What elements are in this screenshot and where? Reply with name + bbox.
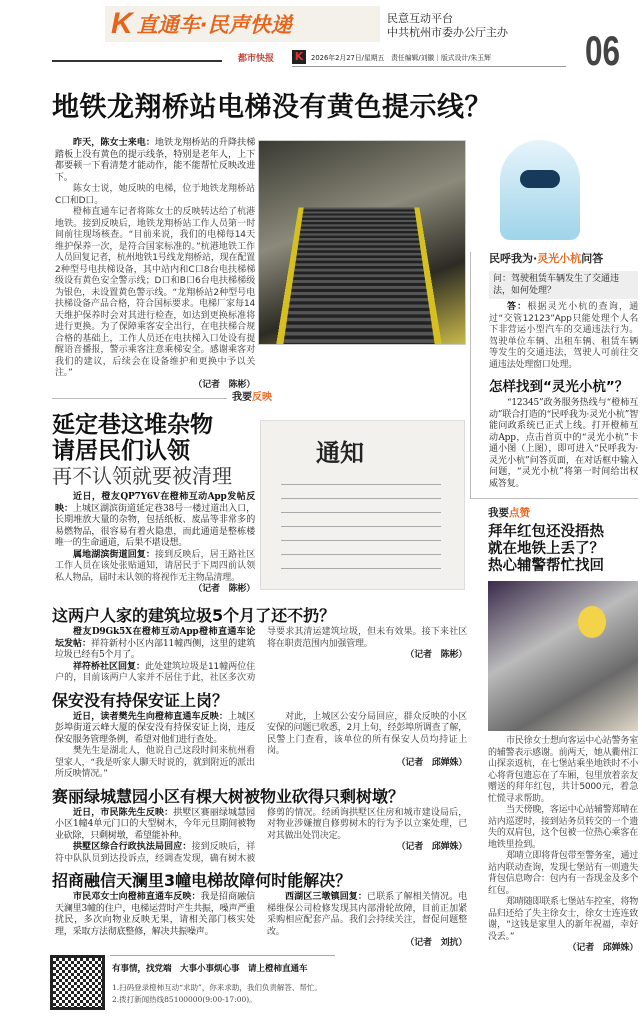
subtitle: 再不认领就要被清理: [52, 464, 232, 488]
byline: （记者 邱婵姝）: [396, 842, 467, 852]
qa-prefix: 民呼我为·: [489, 252, 538, 265]
lead-text: 地铁龙翔桥站的升降扶梯踏板上没有黄色的提示线条，特别是老年人，上下都要顿一下看清楚才能动作，能不能帮忙反映改进下。: [55, 138, 255, 183]
divider: [292, 66, 566, 67]
reply-text: 此处建筑垃圾是11幢两位住户的，目前该两户人家并不居住于此，社区多次劝导要求其清运建筑垃圾，但未有效果。接下来社区将在职责范围内加强管理。: [55, 627, 467, 683]
lead-who: 近日，读者樊先生向橙柿直通车反映：: [73, 711, 228, 722]
handover-photo: [488, 581, 638, 731]
article1-body: [55, 138, 255, 391]
reply-text: 接到反映后，居王路社区工作人员在该处张贴通知，请居民于下周四前认领私人物品，届时未认领的将视作无主物品清理。: [55, 549, 255, 583]
label-highlight: 反映: [252, 392, 272, 403]
praise-section-label: [488, 507, 638, 520]
article5-body: [55, 808, 467, 866]
masthead-logo: [105, 6, 380, 42]
how-title: 怎样找到“灵光小杭”？: [489, 379, 629, 395]
lead-text: 上城区彭埠街道云峰大厦的保安没有持保安证上岗，违反保安服务管理条例，希望对他们进行查处。: [55, 711, 255, 745]
paragraph: 对此，上城区公安分局回应，群众反映的小区安保的问题已收悉，2月上旬，经彭埠所调查了解，民警上门查看，该单位的所有保安人员均持证上岗。: [267, 711, 467, 756]
byline: （记者 陈彬）: [193, 379, 255, 390]
footer-slogan: 有事情，找党端 大事小事烦心事 请上橙柿直通车: [112, 964, 308, 974]
paragraph: 陈女士说，她反映的电梯，位于地铁龙翔桥站C口和D口。: [55, 184, 255, 206]
lead-text: 上城区湖滨街道延定巷38号一楼过道出入口，长期堆放大量的杂物，包括纸板、废品等非常多的易燃物品，很容易有着火隐患，而此通道是整栋楼唯一的生命通道，后果不堪设想。: [55, 503, 255, 548]
article6-title: 招商融信天澜里3幢电梯故障何时能解决？: [52, 871, 352, 890]
reply-who: 拱墅区综合行政执法局回应：: [73, 842, 192, 852]
notice-text-lines: [281, 476, 441, 576]
smiley-face-icon: [578, 606, 606, 638]
answer-label: 答：: [507, 302, 528, 312]
reply-text: 已联系了解相关情况。电梯维保公司检修发现其内部滑轮故障，目前正加紧采购相应配套产品。我们会持续关注，督促问题整改。: [267, 892, 467, 937]
byline: （记者 邱婵姝）: [567, 943, 638, 953]
article1-title: 地铁龙翔桥站电梯没有黄色提示线？: [52, 92, 492, 123]
question: 问：驾驶租赁车辆发生了交通违法，如何处理？: [489, 271, 638, 299]
title-line: 就在地铁上丢了？: [488, 541, 604, 557]
reply-who: 西湖区三墩镇回复：: [285, 892, 368, 902]
byline: （记者 刘抗）: [405, 938, 467, 948]
escalator-photo: [258, 140, 466, 345]
page-number: 06: [585, 27, 621, 74]
article7-title: [488, 524, 638, 575]
how-paragraph: “12345”政务服务热线与“橙柿互动”联合打造的“民呼我为·灵光小杭”智能问政系统已正式上线。打开橙柿互动App，点击首页中的“灵光小杭”卡通小图（上图），即可进入“民呼我为·灵光小杭”问答页面，在对话框中输入问题，“灵光小杭”将第一时间给出权威答复。: [489, 398, 638, 489]
article2-body: [55, 492, 255, 596]
paragraph: 郑晴随即联系七堡站车控室，将物品归还给了失主徐女士，徐女士连连致谢，“这钱是家里人的新年祝福，幸好没丢。”: [488, 897, 639, 942]
qa-highlight: 灵光小杭: [537, 252, 582, 265]
divider: [52, 398, 227, 399]
host-label: 中共杭州市委办公厅主办: [387, 26, 508, 39]
title-line: 请居民们认领: [52, 438, 190, 464]
notice-title: 通知: [316, 438, 364, 467]
reply-who: 属地湖滨街道回复：: [73, 549, 156, 560]
paragraph: 橙柿直通车记者将陈女士的反映转达给了杭港地铁。接到反映后，地铁龙翔桥站工作人员第一时间前往现场核查。“目前来说，我们的电梯每14天维护保养一次，是符合国家标准的。”杭港地铁工作人员回复记者，杭州地铁1号线龙翔桥站，现在配置2种型号电扶梯设备，其中站内和C口8台电扶梯梯级设有黄色安全警示线；D口和B口6台电扶梯梯级为银色，未设置黄色警示线。“龙翔桥站2种型号电扶梯设备产品合格，符合国标要求。电梯厂家每14天维护保养时会对其进行检查，如达到更换标准将进行更换。为了保障乘客安全出行，在电扶梯合规合格的基础上，工作人员还在电扶梯入口处设有提醒语音播报，警示乘客注意乘梯安全。感谢乘客对我们的建议，后续会在设备维护和更换中予以关注。”: [55, 207, 255, 378]
lead-text: 拱墅区赛丽绿城慧园小区1幢4单元门口的大型树木，今年元旦期间被物业砍除，只剩树墩，希望能补种。: [55, 807, 255, 841]
byline: （记者 陈彬）: [193, 584, 255, 594]
title-line: 拜年红包还没捂热: [488, 524, 604, 540]
lead-text: 祥符新村小区内部11幢西侧，这里的建筑垃圾已经有5个月了。: [55, 638, 256, 660]
answer-text: 根据灵光小杭的查询，通过“交管12123”App只能处理个人名下非营运小型汽车的交通违法行为。驾驶单位车辆、出租车辆、租赁车辆等发生的交通违法，驾驶人可前往交通违法处理窗口处理。: [489, 302, 638, 370]
lead-who: 近日，市民陈先生反映：: [73, 807, 174, 818]
logo-text: 直通车·民声快递: [136, 13, 292, 37]
paragraph: 郑晴立即将背包带至警务室，通过站内联动查询，发现七堡站有一则遗失背包信息吻合：包内有一沓现金及多个红包。: [488, 851, 639, 896]
lead-who: 昨天，陈女士来电：: [73, 138, 156, 148]
answer: [489, 302, 638, 371]
article3-body: [55, 627, 467, 685]
robot-visor: [520, 170, 560, 188]
lead-who: 橙友D9Gk5X在橙柿互动App橙柿直通车论坛发帖：: [55, 627, 255, 649]
article4-body: [55, 712, 467, 781]
paragraph: 市民徐女士想向客运中心站警务室的辅警表示感谢。前两天，她从衢州江山探亲返杭，在七堡站乘坐地铁时不小心将背包遗忘在了车厢，包里放着亲友赠送的拜年红包，共计5000元，着急忙慌寻求帮助。: [488, 736, 639, 804]
feedback-section-label: [232, 391, 272, 404]
right-column: [488, 252, 638, 955]
footer-instructions: [112, 982, 322, 1006]
divider: [52, 60, 222, 62]
qa-box: [470, 252, 638, 499]
short-articles: [52, 606, 467, 956]
title-line: 延定巷这堆杂物: [52, 412, 213, 438]
how-text: [489, 398, 638, 490]
sub-logo: 都市快报: [238, 54, 275, 64]
notice-photo: [260, 420, 465, 590]
label-prefix: 我要: [488, 507, 509, 519]
article4-title: 保安没有持保安证上岗？: [52, 690, 229, 710]
lead-text: 我是招商融信天澜里3幢的住户，电梯运营时产生共振，噪声严重扰民，多次向物业反映无果，请相关部门核实处理，采取方法彻底整修，解决共振噪声。: [55, 892, 256, 937]
reply-text: 接到反映后，祥符中队队员到达投诉点，经调查发现，确有树木被修剪的情况。经函询拱墅区住房和城市建设局后，对物业涉嫌擅自修剪树木的行为予以立案处理，已对其做出处罚决定。: [55, 807, 467, 864]
qa-section-title: [489, 252, 638, 266]
article5-title: 赛丽绿城慧园小区有棵大树被物业砍得只剩树墩？: [52, 786, 405, 806]
escalator-steps: [276, 207, 442, 345]
masthead-host: [387, 12, 508, 40]
title-line: 热心辅警帮忙找回: [488, 558, 604, 574]
article7-body: [488, 736, 638, 955]
lead-who: 市民邓女士向橙柿直通车反映：: [73, 892, 201, 902]
qr-code[interactable]: [50, 955, 105, 1010]
article6-body: [55, 892, 467, 950]
label-prefix: 我要: [232, 392, 252, 403]
label-highlight: 点赞: [509, 507, 530, 519]
lead-who: 近日，橙友QP7Y6V在橙柿互动App发帖反映：: [55, 492, 255, 514]
paragraph: 樊先生是湖北人，他说自己这段时间来杭州看望家人，“我是听家人聊天时说的，就到附近的派出所反映情况。”: [55, 746, 255, 779]
dateline: 2026年2月27日/星期五 责任编辑/刘徽｜版式设计/朱玉辉: [311, 54, 491, 62]
byline: （记者 陈彬）: [405, 650, 467, 660]
article3-title: 这两户人家的建筑垃圾5个月了还不扔？: [52, 606, 336, 625]
article2: [52, 412, 257, 596]
paragraph: 当天傍晚，客运中心站辅警郑晴在站内巡逻时，接到站务员转交的一个遗失的双肩包，这个包被一位热心乘客在地铁里捡到。: [488, 805, 639, 850]
k-logo-icon: K: [292, 50, 306, 64]
qa-suffix: 问答: [581, 252, 604, 265]
logo-k: K: [111, 7, 133, 40]
article2-heading: [52, 412, 257, 488]
byline: （记者 邱婵姝）: [396, 757, 467, 768]
reply-who: 祥符桥社区回复：: [73, 661, 145, 672]
platform-label: 民意互动平台: [387, 12, 453, 25]
footer-line: 1.扫码登录橙柿互动“求助”，你来求助，我们负责解答、帮忙。: [112, 983, 322, 992]
robot-mascot-icon: [500, 140, 580, 240]
hotline: 2.拨打新闻热线85100000(9:00-17:00)。: [112, 995, 257, 1004]
